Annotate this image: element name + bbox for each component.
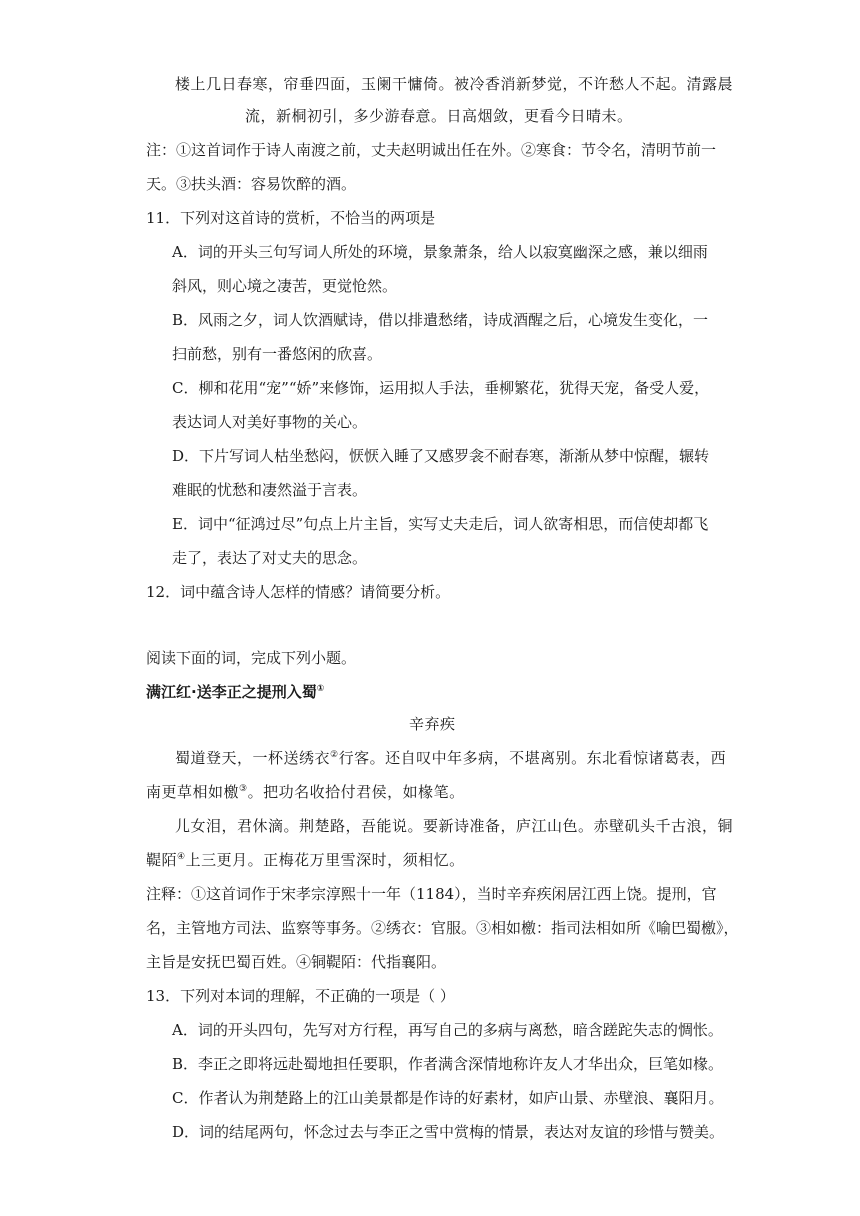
q12-stem: 12．词中蕴含诗人怎样的情感？请简要分析。 bbox=[146, 583, 451, 601]
q11-option-a-line2: 斜风，则心境之凄苦，更觉怆然。 bbox=[172, 277, 398, 295]
section2-title bbox=[146, 682, 324, 702]
q11-option-d-line1: D．下片写词人枯坐愁闷，恹恹入睡了又感罗衾不耐春寒，渐渐从梦中惊醒，辗转 bbox=[172, 447, 710, 465]
poem1-line2: 流，新桐初引，多少游春意。日高烟敛，更看今日晴未。 bbox=[245, 107, 633, 125]
section2-title-text: 满江红·送李正之提刑入蜀 bbox=[146, 683, 317, 701]
q13-option-a: A．词的开头四句，先写对方行程，再写自己的多病与离愁，暗含蹉跎失志的惆怅。 bbox=[172, 1021, 723, 1039]
q13-option-b: B．李正之即将远赴蜀地担任要职，作者满含深情地称许友人才华出众，巨笔如椽。 bbox=[172, 1055, 724, 1073]
note2-line2: 名，主管地方司法、监察等事务。②绣衣：官服。③相如檄：指司法相如所《喻巴蜀檄》， bbox=[146, 919, 739, 937]
poem1-line1: 楼上几日春寒，帘垂四面，玉阑干慵倚。被冷香消新梦觉，不许愁人不起。清露晨 bbox=[175, 75, 734, 93]
poem2-p1-line2-b: 。把功名收拾付君侯，如椽笔。 bbox=[247, 783, 465, 801]
q11-option-c-line1: C．柳和花用“宠”“娇”来修饰，运用拟人手法，垂柳繁花，犹得天宠，备受人爱， bbox=[172, 379, 710, 397]
note2-line3: 主旨是安抚巴蜀百姓。④铜鞮陌：代指襄阳。 bbox=[146, 953, 447, 971]
section2-intro: 阅读下面的词，完成下列小题。 bbox=[146, 649, 357, 667]
q11-stem: 11．下列对这首诗的赏析，不恰当的两项是 bbox=[146, 209, 436, 227]
q11-option-b-line2: 扫前愁，别有一番悠闲的欣喜。 bbox=[172, 345, 383, 363]
q13-option-c: C．作者认为荆楚路上的江山美景都是作诗的好素材，如庐山景、赤壁浪、襄阳月。 bbox=[172, 1089, 724, 1107]
poem2-footnote-mark-4: ④ bbox=[177, 852, 186, 862]
poem2-footnote-mark-2: ② bbox=[330, 750, 339, 760]
poem2-footnote-mark-3: ③ bbox=[239, 784, 248, 794]
poem2-p2-line1: 儿女泪，君休滴。荆楚路，吾能说。要新诗准备，庐江山色。赤壁矶头千古浪，铜 bbox=[175, 817, 734, 835]
note1-line2: 天。③扶头酒：容易饮醉的酒。 bbox=[146, 175, 357, 193]
poem2-p2-line2-b: 上三更月。正梅花万里雪深时，须相忆。 bbox=[185, 851, 465, 869]
q11-option-e-line1: E．词中“征鸿过尽”句点上片主旨，实写丈夫走后，词人欲寄相思，而信使却都飞 bbox=[172, 515, 709, 533]
poem2-p1-line2 bbox=[146, 782, 465, 802]
section2-author: 辛弃疾 bbox=[409, 715, 456, 733]
poem2-p2-line2-a: 鞮陌 bbox=[146, 851, 178, 869]
q11-option-d-line2: 难眠的忧愁和凄然溢于言表。 bbox=[172, 481, 368, 499]
q11-option-e-line2: 走了，表达了对丈夫的思念。 bbox=[172, 549, 368, 567]
poem2-p2-line2 bbox=[146, 850, 465, 870]
section2-title-footnote-mark: ① bbox=[316, 684, 325, 694]
poem2-p1-line1 bbox=[175, 748, 726, 768]
q13-stem: 13．下列对本词的理解，不正确的一项是（ ） bbox=[146, 987, 455, 1005]
q11-option-a-line1: A．词的开头三句写词人所处的环境，景象萧条，给人以寂寞幽深之感，兼以细雨 bbox=[172, 243, 708, 261]
note2-line1: 注释：①这首词作于宋孝宗淳熙十一年（1184），当时辛弃疾闲居江西上饶。提刑，官 bbox=[146, 885, 717, 903]
q11-option-c-line2: 表达词人对美好事物的关心。 bbox=[172, 413, 368, 431]
q11-option-b-line1: B．风雨之夕，词人饮酒赋诗，借以排遣愁绪，诗成酒醒之后，心境发生变化，一 bbox=[172, 311, 709, 329]
q13-option-d: D．词的结尾两句，怀念过去与李正之雪中赏梅的情景，表达对友谊的珍惜与赞美。 bbox=[172, 1123, 725, 1141]
poem2-p1-line2-a: 南更草相如檄 bbox=[146, 783, 240, 801]
note1-line1: 注：①这首词作于诗人南渡之前，丈夫赵明诚出任在外。②寒食：节令名，清明节前一 bbox=[146, 141, 717, 159]
poem2-p1-line1-b: 行客。还自叹中年多病，不堪离别。东北看惊诸葛表，西 bbox=[338, 749, 727, 767]
poem2-p1-line1-a: 蜀道登天，一杯送绣衣 bbox=[175, 749, 331, 767]
